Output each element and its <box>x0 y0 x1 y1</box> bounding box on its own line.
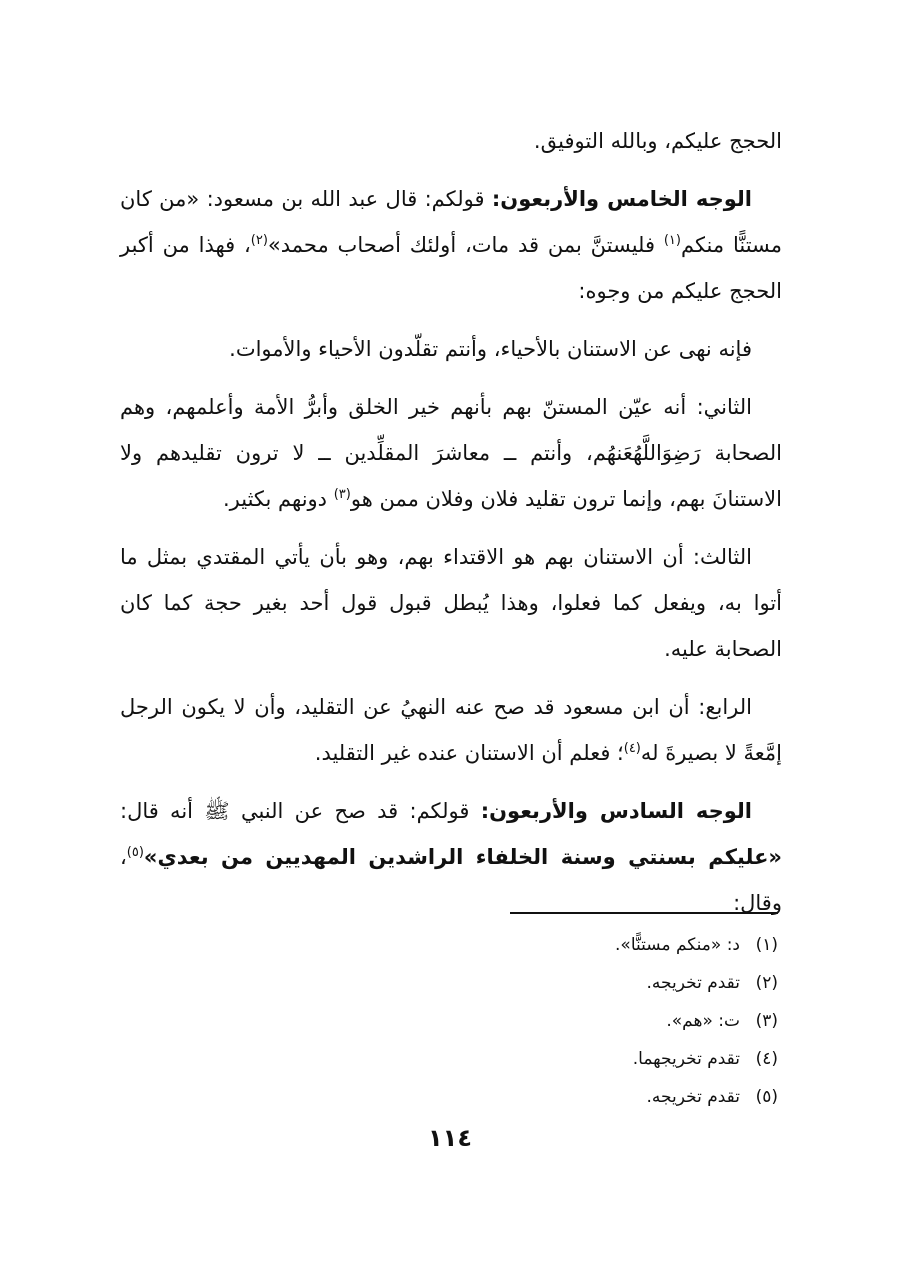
footnote-marker[interactable]: (٣) <box>333 487 351 502</box>
paragraph-text: ؛ فعلم أن الاستنان عنده غير التقليد. <box>314 741 624 765</box>
paragraph-text: قولكم: قال عبد الله بن مسعود: «من كان مستنًّا منكم <box>120 187 783 257</box>
paragraph-second <box>120 384 782 522</box>
paragraph-heading: الوجه الخامس والأربعون: <box>491 187 752 211</box>
paragraph-text: دونهم بكثير. <box>222 487 334 511</box>
footnote-text: د: «منكم مستنًّا». <box>615 935 740 955</box>
paragraph-third <box>120 534 782 672</box>
footnote-item <box>480 964 778 1002</box>
footnotes <box>480 926 778 1116</box>
footnote-text: تقدم تخريجه. <box>646 973 740 993</box>
paragraph-text: الثالث: أن الاستنان بهم هو الاقتداء بهم، وهو بأن يأتي المقتدي بمثل ما أتوا به، ويفعل كما فعلوا، وهذا يُبطل قبول قول أحد بغير حجة كما كان الصحابة عليه. <box>120 545 782 661</box>
footnote-item <box>480 1002 778 1040</box>
paragraph-text: قولكم: قد صح عن النبي ﷺ أنه قال: <box>120 799 481 823</box>
hadith-quote: «عليكم بسنتي وسنة الخلفاء الراشدين المهديين من بعدي» <box>143 845 782 869</box>
footnote-text: تقدم تخريجهما. <box>632 1049 740 1069</box>
footnote-marker[interactable]: (٤) <box>623 741 641 756</box>
paragraph-first <box>120 326 782 372</box>
paragraph-text: ، فهذا من أكبر الحجج عليكم من وجوه: <box>120 233 782 303</box>
paragraph-heading: الوجه السادس والأربعون: <box>480 799 752 823</box>
main-text <box>120 118 782 938</box>
footnote-marker[interactable]: (٥) <box>126 845 144 860</box>
footnote-number: (٢) <box>755 973 778 993</box>
footnote-item <box>480 1040 778 1078</box>
paragraph-text: ، وقال: <box>120 845 782 915</box>
paragraph-text: فليستنَّ بمن قد مات، أولئك أصحاب محمد» <box>267 233 664 257</box>
footnote-item <box>480 1078 778 1116</box>
footnote-number: (١) <box>755 935 778 955</box>
paragraph-1 <box>120 118 782 164</box>
paragraph-text: الرابع: أن ابن مسعود قد صح عنه النهيُ عن التقليد، وأن لا يكون الرجل إمَّعةً لا بصيرةَ له <box>120 695 782 765</box>
footnote-divider <box>510 912 778 914</box>
footnote-number: (٣) <box>755 1011 778 1031</box>
paragraph-46th-aspect <box>120 788 782 926</box>
footnote-number: (٤) <box>755 1049 778 1069</box>
footnote-marker[interactable]: (١) <box>663 233 681 248</box>
paragraph-text: الثاني: أنه عيّن المستنّ بهم بأنهم خير الخلق وأبرُّ الأمة وأعلمهم، وهم الصحابة رَضِوَاللَّهُعَنهُم، وأنتم ــ معاشرَ المقلِّدين ــ لا ترون تقليدهم ولا الاستنانَ بهم، وإنما ترون تقليد فلان وفلان ممن هو <box>120 395 782 511</box>
paragraph-45th-aspect <box>120 176 782 314</box>
paragraph-fourth <box>120 684 782 776</box>
footnote-marker[interactable]: (٢) <box>250 233 268 248</box>
paragraph-text: فإنه نهى عن الاستنان بالأحياء، وأنتم تقلّدون الأحياء والأموات. <box>229 337 752 361</box>
footnote-number: (٥) <box>755 1087 778 1107</box>
paragraph-1-text: الحجج عليكم، وبالله التوفيق. <box>533 129 782 153</box>
footnote-item <box>480 926 778 964</box>
page-number: ١١٤ <box>428 1124 472 1152</box>
footnote-text: ت: «هم». <box>666 1011 740 1031</box>
footnote-text: تقدم تخريجه. <box>646 1087 740 1107</box>
